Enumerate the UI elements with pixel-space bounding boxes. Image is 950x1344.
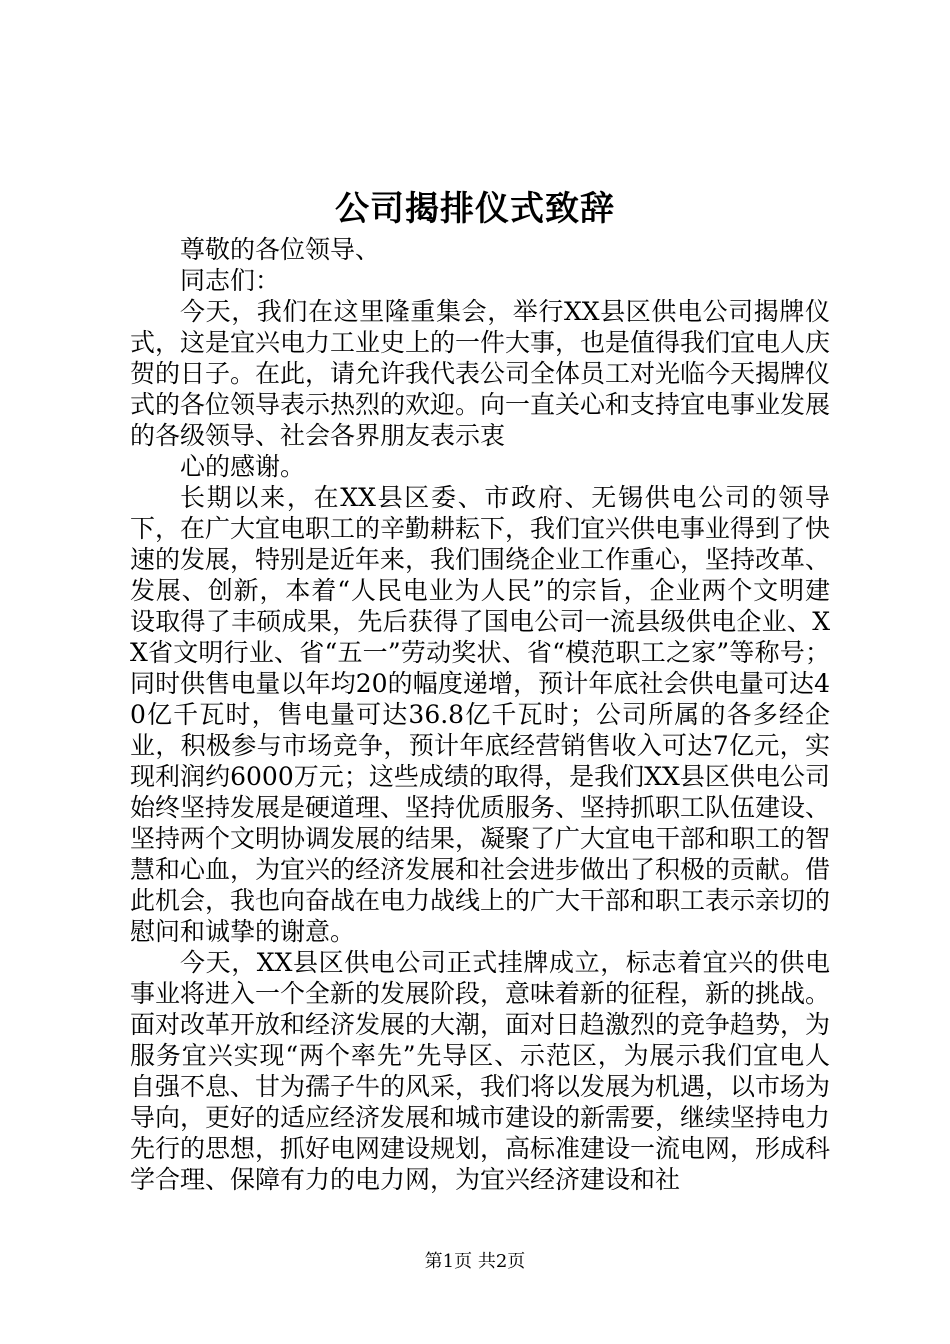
body-paragraph: 长期以来，在XX县区委、市政府、无锡供电公司的领导下，在广大宜电职工的辛勤耕耘下，我们宜兴供电事业得到了快速的发展，特别是近年来，我们围绕企业工作重心，坚持改革、发展、创新，本着“人民电业为人民”的宗旨，企业两个文明建设取得了丰硕成果，先后获得了国电公司一流县级供电企业、XX省文明行业、省“五一”劳动奖状、省“模范职工之家”等称号；同时供售电量以年均20的幅度递增，预计年底社会供电量可达40亿千瓦时，售电量可达36.8亿千瓦时；公司所属的各多经企业，积极参与市场竞争，预计年底经营销售收入可达7亿元，实现利润约6000万元；这些成绩的取得，是我们XX县区供电公司始终坚持发展是硬道理、坚持优质服务、坚持抓职工队伍建设、坚持两个文明协调发展的结果，凝聚了广大宜电干部和职工的智慧和心血，为宜兴的经济发展和社会进步做出了积极的贡献。借此机会，我也向奋战在电力战线上的广大干部和职工表示亲切的慰问和诚挚的谢意。 (130, 483, 831, 946)
body-paragraph: 今天，我们在这里隆重集会，举行XX县区供电公司揭牌仪式，这是宜兴电力工业史上的一件大事，也是值得我们宜电人庆贺的日子。在此，请允许我代表公司全体员工对光临今天揭牌仪式的各位领导表示热烈的欢迎。向一直关心和支持宜电事业发展的各级领导、社会各界朋友表示衷 (130, 297, 831, 450)
body-paragraph: 今天，XX县区供电公司正式挂牌成立，标志着宜兴的供电事业将进入一个全新的发展阶段，意味着新的征程，新的挑战。面对改革开放和经济发展的大潮，面对日趋激烈的竞争趋势，为服务宜兴实现“两个率先”先导区、示范区，为展示我们宜电人自强不息、甘为孺子牛的风采，我们将以发展为机遇，以市场为导向，更好的适应经济发展和城市建设的新需要，继续坚持电力先行的思想，抓好电网建设规划，高标准建设一流电网，形成科学合理、保障有力的电力网，为宜兴经济建设和社 (130, 948, 831, 1194)
salutation-line: 同志们： (180, 266, 281, 295)
document-body (130, 234, 830, 1195)
page-number-footer: 第1页 共2页 (424, 1251, 526, 1272)
salutation-line: 尊敬的各位领导、 (180, 235, 381, 264)
body-paragraph: 心的感谢。 (180, 452, 306, 481)
document-title: 公司揭排仪式致辞 (335, 189, 615, 229)
